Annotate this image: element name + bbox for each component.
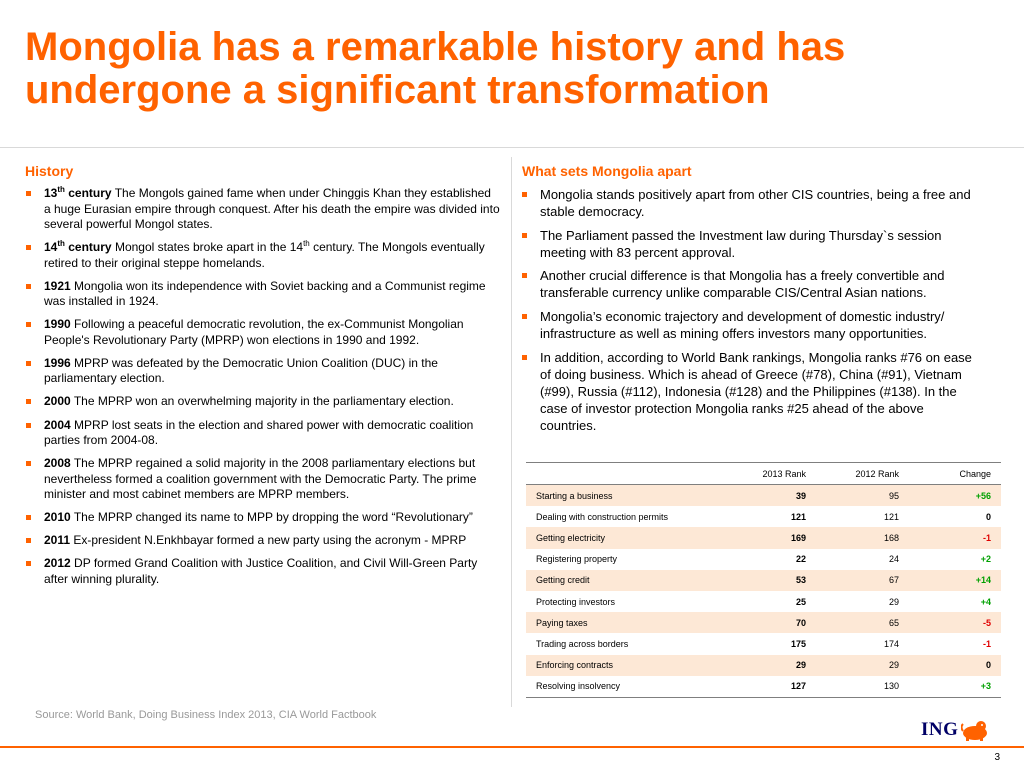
apart-heading: What sets Mongolia apart (522, 163, 692, 179)
rank-2012-cell: 130 (816, 676, 909, 698)
apart-item (521, 308, 983, 342)
change-cell: +2 (980, 554, 991, 565)
history-item-year: 2010 (44, 510, 71, 525)
history-item (25, 394, 500, 410)
rank-2013-cell: 39 (716, 485, 816, 507)
logo-text: ING (921, 719, 959, 740)
source-note: Source: World Bank, Doing Business Index 2013, CIA World Factbook (35, 709, 377, 721)
table-header-cell (526, 463, 716, 485)
bullet-icon (26, 361, 31, 366)
history-item-year: 1921 (44, 278, 71, 293)
column-divider (511, 157, 512, 707)
bullet-icon (522, 192, 527, 197)
bullet-icon (26, 191, 31, 196)
rank-2012-cell: 174 (883, 638, 899, 649)
apart-item-text: Mongolia stands positively apart from other CIS countries, being a free and stable democracy. (540, 187, 971, 219)
history-item (25, 279, 500, 310)
history-item: 14th century Mongol states broke apart in the 14th century. The Mongols eventually retired to their original steppe homelands. (25, 240, 500, 271)
row-label: Getting credit (526, 570, 716, 591)
table-row (526, 655, 1001, 676)
row-label: Getting electricity (526, 527, 716, 548)
ing-logo (921, 719, 989, 741)
history-item-text: The MPRP won an overwhelming majority in the parliamentary election. (70, 394, 454, 409)
apart-item (521, 227, 983, 261)
table-row (526, 570, 1001, 591)
row-label: Paying taxes (526, 612, 716, 633)
history-item-text: Mongolia won its independence with Soviet backing and a Communist regime was installed in 1924. (44, 278, 486, 309)
table-header-cell: Change (909, 463, 1001, 485)
table-row (526, 506, 1001, 527)
history-item-year: 1996 (44, 355, 71, 370)
rank-2013-cell: 70 (716, 612, 816, 633)
bullet-icon (26, 399, 31, 404)
change-cell: +56 (909, 485, 1001, 507)
history-item-text: MPRP lost seats in the election and shared power with democratic coalition parties from 2004-08. (44, 417, 474, 448)
apart-item (521, 349, 983, 434)
history-item-year: 2012 (44, 556, 71, 571)
history-item-text: DP formed Grand Coalition with Justice Coalition, and Civil Will-Green Party after winning plurality. (44, 556, 478, 586)
apart-item (521, 186, 983, 220)
rank-2012-cell: 29 (816, 655, 909, 676)
table-row (526, 612, 1001, 633)
history-item-text: The Mongols gained fame when under Chinggis Khan they established a huge Eurasian empire through conquest. After his death the empire was divided into several powerful Mongol states. (44, 186, 500, 231)
change-cell: -5 (909, 612, 1001, 633)
history-item (25, 317, 500, 348)
rank-2013-cell: 175 (790, 638, 806, 649)
history-item (25, 510, 500, 526)
rank-2012-cell: 121 (883, 511, 899, 522)
change-cell: +4 (980, 596, 991, 607)
bullet-icon (26, 245, 31, 250)
change-cell: 0 (985, 511, 991, 522)
row-label: Starting a business (526, 485, 716, 507)
history-item-year: 13th century (44, 185, 112, 200)
history-item-year: 14th century (44, 239, 112, 255)
row-label: Trading across borders (536, 638, 629, 649)
change-cell: -1 (909, 527, 1001, 548)
change-cell: +3 (909, 676, 1001, 698)
bullet-icon (522, 314, 527, 319)
bullet-icon (26, 461, 31, 466)
history-heading: History (25, 163, 74, 179)
history-item-year: 2000 (44, 394, 71, 409)
history-item-text: The MPRP changed its name to MPP by dropping the word “Revolutionary” (70, 510, 473, 525)
rank-2012-cell: 65 (816, 612, 909, 633)
row-label: Resolving insolvency (526, 676, 716, 698)
rank-2013-cell: 53 (716, 570, 816, 591)
bullet-icon (522, 273, 527, 278)
history-item-year: 2008 (44, 456, 71, 471)
history-item (25, 533, 500, 549)
apart-list (521, 186, 983, 440)
apart-item-text: The Parliament passed the Investment law during Thursday`s session meeting with 83 percent approval. (540, 227, 942, 260)
rank-2012-cell: 24 (888, 554, 899, 565)
history-item-text: Following a peaceful democratic revolution, the ex-Communist Mongolian People's Revolutionary Party (MPRP) won elections in 1990 and 1992. (44, 317, 464, 347)
history-item-year: 1990 (44, 317, 71, 332)
footer-divider (0, 746, 1024, 748)
bullet-icon (26, 538, 31, 543)
bullet-icon (26, 561, 31, 566)
history-item-text: MPRP was defeated by the Democratic Union Coalition (DUC) in the parliamentary election. (44, 355, 438, 386)
page-title: Mongolia has a remarkable history and has undergone a significant transformation (25, 25, 846, 112)
apart-item-text: Mongolia’s economic trajectory and development of domestic industry/ infrastructure as well as mining offers investors many opportunities. (540, 309, 945, 342)
history-list (25, 186, 500, 595)
bullet-icon (522, 233, 527, 238)
apart-item-text: Another crucial difference is that Mongolia has a freely convertible and transferable currency unlike comparable CIS/Central Asian nations. (540, 268, 945, 301)
rank-2012-cell: 168 (816, 527, 909, 548)
rank-2013-cell: 121 (790, 511, 806, 522)
bullet-icon (26, 322, 31, 327)
table-row (526, 633, 1001, 654)
table-row (526, 591, 1001, 612)
bullet-icon (26, 284, 31, 289)
rank-2012-cell: 29 (888, 596, 899, 607)
rank-2013-cell: 22 (795, 554, 806, 565)
table-row (526, 676, 1001, 698)
history-item-year: 2011 (44, 533, 71, 548)
rank-2012-cell: 67 (816, 570, 909, 591)
ranking-table (526, 462, 1001, 698)
table-row (526, 549, 1001, 570)
table-header-cell: 2013 Rank (716, 463, 816, 485)
history-item-text: Ex-president N.Enkhbayar formed a new party using the acronym - MPRP (70, 533, 467, 548)
table-header-cell: 2012 Rank (816, 463, 909, 485)
history-item-text: Mongol states broke apart in the 14 (111, 240, 304, 255)
table-row (526, 527, 1001, 548)
row-label: Dealing with construction permits (536, 511, 669, 522)
row-label: Protecting investors (536, 596, 616, 607)
row-label: Registering property (536, 554, 618, 565)
history-item-text: The MPRP regained a solid majority in the 2008 parliamentary elections but nevertheless formed a coalition government with the Democratic Party. The prime minister and most cabinet members are MPRP members. (44, 456, 477, 502)
rank-2012-cell: 95 (816, 485, 909, 507)
table-header-row (526, 463, 1001, 485)
rank-2013-cell: 169 (716, 527, 816, 548)
bullet-icon (26, 423, 31, 428)
table-row (526, 485, 1001, 507)
change-cell: 0 (909, 655, 1001, 676)
history-item (25, 356, 500, 387)
bullet-icon (26, 515, 31, 520)
rank-2013-cell: 25 (795, 596, 806, 607)
change-cell: +14 (909, 570, 1001, 591)
page-number: 3 (994, 752, 1000, 763)
apart-item (521, 267, 983, 301)
rank-2013-cell: 29 (716, 655, 816, 676)
history-item (25, 186, 500, 233)
title-divider (0, 147, 1024, 148)
history-item-year: 2004 (44, 417, 71, 432)
history-item (25, 418, 500, 449)
apart-item-text: In addition, according to World Bank rankings, Mongolia ranks #76 on ease of doing business. Which is ahead of Greece (#78), China (#91), Vietnam (#99), Russia (#112), Indonesia (#128) and the Philippines (#138). In the case of investor protection Mongolia ranks #25 ahead of the above countries. (540, 349, 972, 433)
history-item (25, 456, 500, 503)
bullet-icon (522, 355, 527, 360)
lion-icon (961, 719, 989, 741)
change-cell: -1 (982, 638, 991, 649)
row-label: Enforcing contracts (526, 655, 716, 676)
rank-2013-cell: 127 (716, 676, 816, 698)
history-item (25, 556, 500, 587)
